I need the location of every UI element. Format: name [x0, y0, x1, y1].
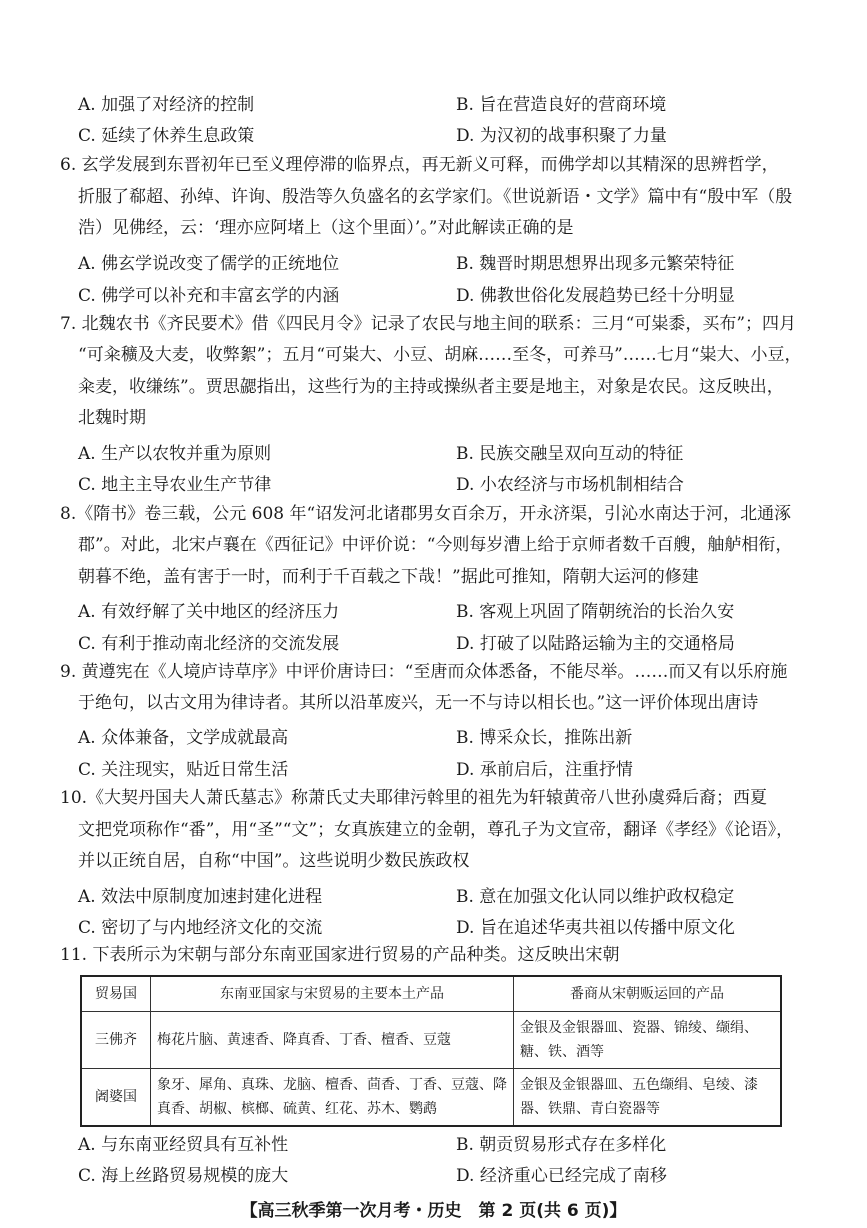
- q8-option-a: A. 有效纾解了关中地区的经济压力: [78, 602, 340, 622]
- trade-table: [80, 975, 782, 1127]
- q10-stem-line: 文把党项称作“番”，用“圣”“文”；女真族建立的金朝，尊孔子为文宣帝，翻译《孝经》《论语》，: [78, 820, 794, 840]
- q9-option-d: D. 承前启后，注重抒情: [456, 760, 633, 780]
- q9-stem-line: 于绝句，以古文用为律诗者。其所以沿革废兴，无一不与诗以相长也。”这一评价体现出唐诗: [78, 693, 759, 713]
- q10-option-b: B. 意在加强文化认同以维护政权稳定: [456, 887, 735, 907]
- q10-stem-line: 10.《大契丹国夫人萧氏墓志》称萧氏丈夫耶律污斡里的祖先为轩辕黄帝八世孙虞舜后裔；西夏: [60, 788, 768, 808]
- q11-option-c: C. 海上丝路贸易规模的庞大: [78, 1166, 289, 1186]
- q7-stem-line: 北魏时期: [78, 408, 146, 428]
- q11-stem-line: 11. 下表所示为宋朝与部分东南亚国家进行贸易的产品种类。这反映出宋朝: [60, 945, 620, 965]
- table-header-cell: 番商从宋朝贩运回的产品: [514, 976, 782, 1012]
- q5-option-d: D. 为汉初的战事积聚了力量: [456, 126, 667, 146]
- q7-option-d: D. 小农经济与市场机制相结合: [456, 475, 684, 495]
- q5-option-b: B. 旨在营造良好的营商环境: [456, 95, 667, 115]
- table-header-cell: 贸易国: [81, 976, 151, 1012]
- q8-option-c: C. 有利于推动南北经济的交流发展: [78, 634, 340, 654]
- page-footer: 【高三秋季第一次月考・历史 第 2 页(共 6 页)】: [240, 1201, 627, 1221]
- q9-option-a: A. 众体兼备，文学成就最高: [78, 728, 289, 748]
- q6-option-d: D. 佛教世俗化发展趋势已经十分明显: [456, 286, 735, 306]
- table-cell-country: 阇婆国: [81, 1069, 151, 1127]
- q7-stem-line: 籴麦，收缣练”。贾思勰指出，这些行为的主持或操纵者主要是地主，对象是农民。这反映出，: [78, 377, 784, 397]
- q6-stem-line: 浩）见佛经，云：‘理亦应阿堵上（这个里面）’。”对此解读正确的是: [78, 218, 574, 238]
- q10-option-d: D. 旨在追述华夷共祖以传播中原文化: [456, 918, 735, 938]
- q7-option-b: B. 民族交融呈双向互动的特征: [456, 444, 684, 464]
- q8-option-d: D. 打破了以陆路运输为主的交通格局: [456, 634, 735, 654]
- table-cell-return-products: 金银及金银器皿、五色缬绢、皂绫、漆器、铁鼎、青白瓷器等: [514, 1069, 782, 1127]
- q6-option-c: C. 佛学可以补充和丰富玄学的内涵: [78, 286, 340, 306]
- q11-option-b: B. 朝贡贸易形式存在多样化: [456, 1135, 667, 1155]
- table-cell-return-products: 金银及金银器皿、瓷器、锦绫、缬绢、糖、铁、酒等: [514, 1012, 782, 1069]
- q8-option-b: B. 客观上巩固了隋朝统治的长治久安: [456, 602, 735, 622]
- q8-stem-line: 郡”。对此，北宋卢襄在《西征记》中评价说：“今则每岁漕上给于京师者数千百艘，舳舻相衔，: [78, 535, 793, 555]
- q6-stem-line: 折服了郗超、孙绰、许询、殷浩等久负盛名的玄学家们。《世说新语・文学》篇中有“殷中军（殷: [78, 187, 793, 207]
- q11-option-a: A. 与东南亚经贸具有互补性: [78, 1135, 289, 1155]
- table-row: [81, 1069, 781, 1127]
- q7-stem-line: “可籴穬及大麦，收弊絮”；五月“可粜大、小豆、胡麻……至冬，可养马”……七月“粜大、小豆，: [78, 345, 802, 365]
- table-cell-country: 三佛齐: [81, 1012, 151, 1069]
- table-cell-local-products: 梅花片脑、黄速香、降真香、丁香、檀香、豆蔻: [151, 1012, 514, 1069]
- q6-option-a: A. 佛玄学说改变了儒学的正统地位: [78, 254, 340, 274]
- q10-option-c: C. 密切了与内地经济文化的交流: [78, 918, 323, 938]
- table-row: [81, 1012, 781, 1069]
- q5-option-a: A. 加强了对经济的控制: [78, 95, 255, 115]
- q6-stem-line: 6. 玄学发展到东晋初年已至义理停滞的临界点，再无新义可释，而佛学却以其精深的思辨哲学，: [60, 155, 779, 175]
- q7-stem-line: 7. 北魏农书《齐民要术》借《四民月令》记录了农民与地主间的联系：三月“可粜黍，买布”；四月: [60, 314, 797, 334]
- q8-stem-line: 8.《隋书》卷三载，公元 608 年“诏发河北诸郡男女百余万，开永济渠，引沁水南达于河，北通涿: [60, 504, 792, 524]
- q9-option-c: C. 关注现实，贴近日常生活: [78, 760, 289, 780]
- q8-stem-line: 朝暮不绝，盖有害于一时，而利于千百载之下哉！”据此可推知，隋朝大运河的修建: [78, 567, 699, 587]
- q10-option-a: A. 效法中原制度加速封建化进程: [78, 887, 323, 907]
- q9-stem-line: 9. 黄遵宪在《人境庐诗草序》中评价唐诗曰：“至唐而众体悉备，不能尽举。……而又有以乐府施: [60, 662, 788, 682]
- q11-option-d: D. 经济重心已经完成了南移: [456, 1166, 667, 1186]
- q10-stem-line: 并以正统自居，自称“中国”。这些说明少数民族政权: [78, 851, 470, 871]
- q7-option-c: C. 地主主导农业生产节律: [78, 475, 272, 495]
- q9-option-b: B. 博采众长，推陈出新: [456, 728, 633, 748]
- table-header-cell: 东南亚国家与宋贸易的主要本土产品: [151, 976, 514, 1012]
- table-header-row: [81, 976, 781, 1012]
- q5-option-c: C. 延续了休养生息政策: [78, 126, 255, 146]
- q6-option-b: B. 魏晋时期思想界出现多元繁荣特征: [456, 254, 735, 274]
- table-cell-local-products: 象牙、犀角、真珠、龙脑、檀香、茴香、丁香、豆蔻、降真香、胡椒、槟榔、硫黄、红花、苏木、鹦鹉: [151, 1069, 514, 1127]
- q7-option-a: A. 生产以农牧并重为原则: [78, 444, 272, 464]
